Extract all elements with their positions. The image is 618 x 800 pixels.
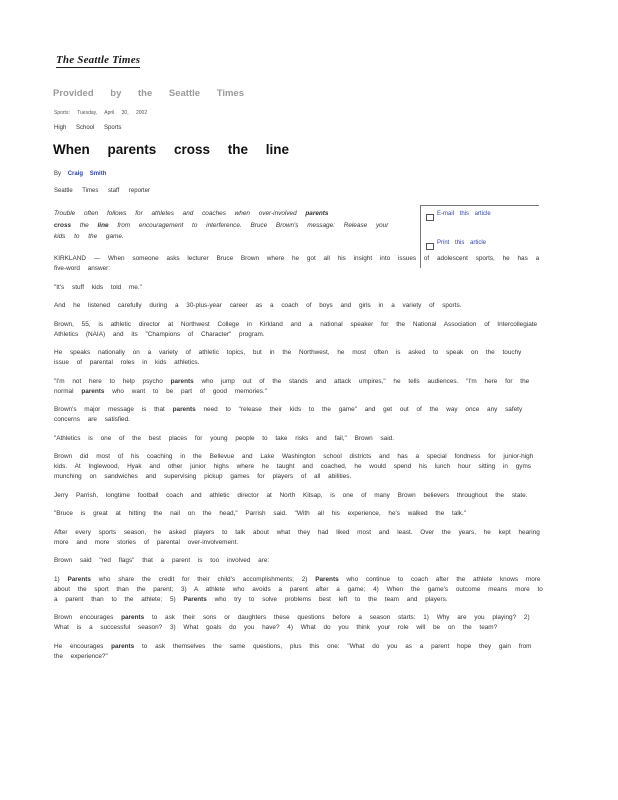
paragraph: "Bruce is great at hitting the nail on the head," Parrish said. "With all his experience, he's walked the talk."	[54, 510, 467, 517]
paragraph: Brown, 55, is athletic director at Northwest College in Kirkland and a national speaker for the National Association of Intercollegiate Athletics (NAIA) and its "Champions of Character" program.	[54, 320, 538, 338]
paragraph: After every sports season, he asked players to talk about what they had liked most and least. Over the years, he kept hearing more and more stories of parental over-involvement.	[54, 528, 540, 546]
newspaper-logo[interactable]: The Seattle Times	[56, 54, 141, 66]
author-link[interactable]: Craig Smith	[67, 171, 107, 177]
envelope-icon[interactable]	[426, 214, 434, 221]
paragraph: And he listened carefully during a 30-plus-year career as a coach of boys and girls in a variety of sports.	[54, 302, 462, 309]
paragraph: KIRKLAND — When someone asks lecturer Bruce Brown where he got all his insight into issues of adolescent sports, he has a five-word answer:	[54, 255, 540, 272]
article-summary	[54, 208, 394, 243]
date-line: Sports: Tuesday, April 30, 2002	[54, 110, 148, 116]
summary-text: Trouble often follows for athletes and coaches when over-involved	[54, 210, 297, 217]
summary-highlight: cross	[54, 221, 72, 229]
paragraph: "I'm not here to help psycho parents who jump out of the stands and attack umpires," he tells audiences. "I'm here for the normal parents who want to be part of good memories."	[54, 377, 530, 395]
staff-line: Seattle Times staff reporter	[54, 188, 150, 194]
print-article-link[interactable]: Print this article	[437, 240, 487, 246]
section-label: High School Sports	[54, 125, 122, 131]
summary-text: the	[79, 221, 89, 229]
paragraph: He speaks nationally on a variety of athletic topics, but in the Northwest, he most often is asked to speak on the touchy issue of parental roles in kids athletics.	[54, 349, 522, 366]
paragraph: "It's stuff kids told me."	[54, 283, 142, 291]
headline: When parents cross the line	[53, 142, 290, 157]
printer-icon[interactable]	[426, 243, 434, 250]
paragraph: Brown did most of his coaching in the Bellevue and Lake Washington school districts and has a special fondness for junior-high kids. At Inglewood, Hyak and other junior highs where he taught and coached, he would spend his lunch hour sitting in gyms munching on sandwiches and supervising pickup games for players of all abilities.	[54, 453, 534, 480]
summary-highlight: line	[97, 221, 109, 229]
byline	[54, 171, 106, 177]
paragraph: Brown encourages parents to ask their sons or daughters these questions before a season starts: 1) Why are you playing? 2) What is a successful season? 3) What goals do you have? 4) What do you think your role will be on the team?	[54, 614, 530, 631]
paragraph: Brown said "red flags" that a parent is too involved are:	[54, 557, 270, 564]
paragraph: Brown's major message is that parents need to "release their kids to the game" and get out of the way once any safety concerns are satisfied.	[54, 406, 523, 423]
summary-highlight: parents	[305, 210, 329, 217]
paragraph: "Athletics is one of the best places for young people to take risks and fail," Brown said.	[54, 434, 394, 442]
provided-by-line: Provided by the Seattle Times	[53, 88, 244, 99]
byline-by: By	[54, 171, 62, 177]
article-body	[54, 254, 544, 670]
paragraph: 1) Parents who share the credit for their child's accomplishments; 2) Parents who continue to coach after the athlete knows more about the sport than the parent; 3) A athlete who avoids a parent after a game; 4) When the game's outcome means more to a parent than to the athlete; 5) Parents who try to solve problems best left to the team and players.	[54, 575, 543, 603]
email-article-link[interactable]: E-mail this article	[437, 211, 491, 217]
paragraph: He encourages parents to ask themselves the same questions, plus this one: "What do you as a parent hope they gain from the experience?"	[54, 642, 532, 660]
summary-text: from encouragement to interference. Bruce Brown's message: Release your kids to the game.	[54, 221, 389, 240]
paragraph: Jerry Parrish, longtime football coach and athletic director at North Kitsap, is one of many Brown believers throughout the state.	[54, 491, 528, 499]
